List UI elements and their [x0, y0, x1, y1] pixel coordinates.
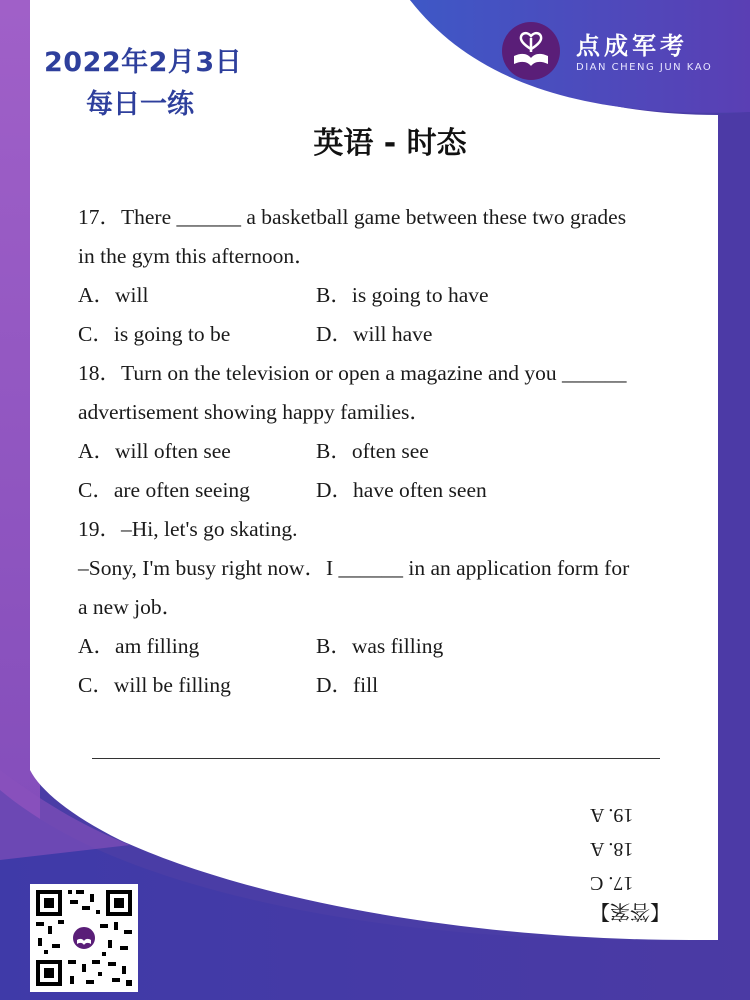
option-d[interactable]: D．will have	[316, 322, 433, 346]
question-text: in the gym this afternoon．	[78, 244, 316, 268]
answer-item: 19. A	[590, 804, 634, 826]
option-a[interactable]: A．will often see	[78, 439, 231, 463]
option-d[interactable]: D．fill	[316, 673, 379, 697]
question-text: advertisement showing happy families．	[78, 400, 431, 424]
question-text: 18．Turn on the television or open a magazine and you ______	[78, 361, 627, 385]
option-b[interactable]: B．often see	[316, 439, 429, 463]
brand	[502, 22, 732, 82]
option-c[interactable]: C．are often seeing	[78, 478, 250, 502]
question-text: a new job．	[78, 595, 184, 619]
answer-heading: 【答案】	[590, 900, 670, 922]
question-text: 17．There ______ a basketball game between these two grades	[78, 205, 627, 229]
option-a[interactable]: A．will	[78, 283, 149, 307]
option-c[interactable]: C．is going to be	[78, 322, 231, 346]
brand-name: 点成军考	[576, 32, 688, 60]
book-heart-logo-icon	[502, 22, 560, 80]
question-text: –Sony, I'm busy right now．I ______ in an application form for	[78, 556, 630, 580]
option-b[interactable]: B．is going to have	[316, 283, 489, 307]
option-c[interactable]: C．will be filling	[78, 673, 231, 697]
answer-key-upside-down	[590, 788, 670, 928]
question-text: 19．–Hi, let's go skating.	[78, 517, 298, 541]
daily-practice-heading: 每日一练	[86, 89, 194, 120]
brand-pinyin: DIAN CHENG JUN KAO	[576, 62, 713, 73]
answer-item: 18. A	[590, 838, 634, 860]
divider	[92, 758, 660, 759]
answer-item: 17. C	[590, 872, 634, 894]
option-d[interactable]: D．have often seen	[316, 478, 487, 502]
option-a[interactable]: A．am filling	[78, 634, 200, 658]
date-heading: 2022年2月3日	[44, 47, 243, 78]
option-b[interactable]: B．was filling	[316, 634, 444, 658]
qr-code[interactable]	[30, 884, 138, 992]
page-title: 英语 - 时态	[313, 126, 467, 161]
